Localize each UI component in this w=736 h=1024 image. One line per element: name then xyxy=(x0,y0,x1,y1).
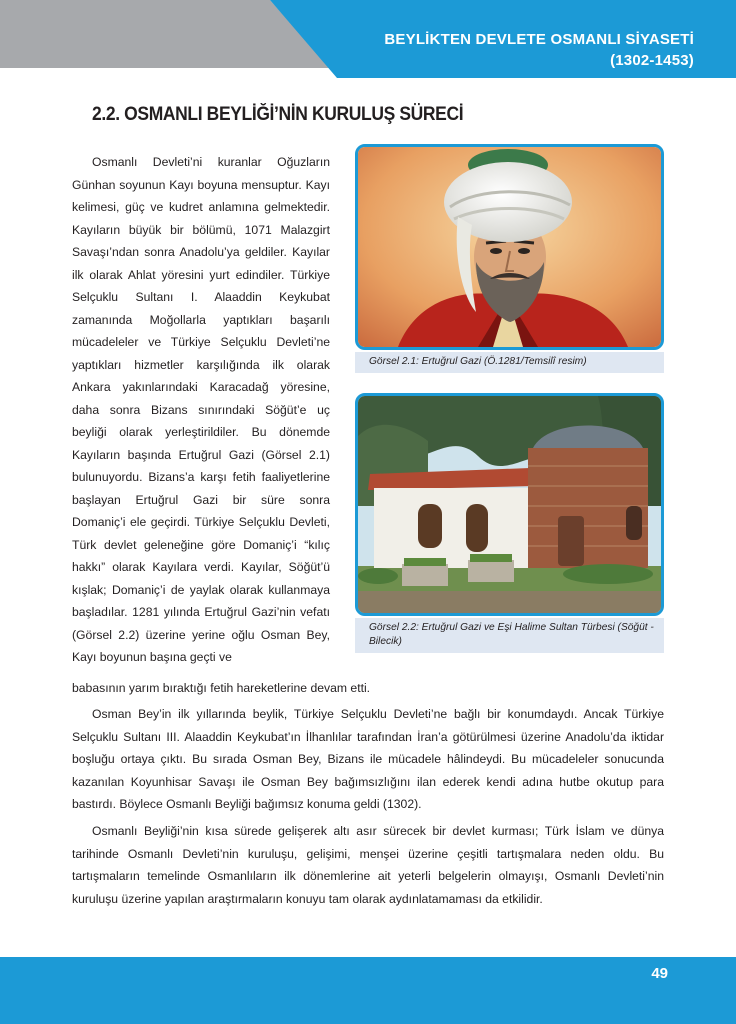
column-text xyxy=(72,151,330,669)
paragraph-2-block xyxy=(72,703,664,816)
page-number: 49 xyxy=(651,965,668,982)
paragraph: Osmanlı Beyliği’nin kısa sürede gelişerek altı asır sürecek bir devlet kurması; Türk İslam ve dünya tarihinde Osmanlı Devleti’nin kuruluşu, gelişimi, menşei üzerine çeşitli tartışmalara neden oldu. Bu tartışmaların temelinde Osmanlıların ilk dönemlerine ait yeterli belgelerin olmayışı, Osmanlı Devleti’nin kuruluşu üzerine yapılan araştırmaların konuyu tam olarak aydınlatamaması da etkilidir. xyxy=(72,824,664,906)
column-paragraph: Osmanlı Devleti’ni kuranlar Oğuzların Günhan soyunun Kayı boyuna mensuptur. Kayı kelimesi, güç ve kudret anlamına gelmektedir. Kayıların büyük bir bölümü, 1071 Malazgirt Savaşı’ndan sonra Anadolu’ya geldiler. Kayılar ilk olarak Ahlat yöresini yurt edindiler. Türkiye Selçuklu Sultanı I. Alaaddin Keykubat zamanında Moğollarla yaptıkları başarılı mücadeleler ve Türkiye Selçuklu Devleti’ne yaptıkları hizmetler karşılığında ilk olarak Ankara yakınlarındaki Karacadağ yöresine, daha sonra Bizans sınırındaki Söğüt’e uç beyliği olarak yerleştirildiler. Bu dönemde Kayıların başında Ertuğrul Gazi (Görsel 2.1) bulunuyordu. Bizans’a karşı fetih faaliyetlerine başlayan Ertuğrul Gazi bir süre sonra Domaniç’i ele geçirdi. Türkiye Selçuklu Devleti, Türk devlet geleneğine göre Domaniç’i “kılıç hakkı” olarak Kayılara verdi. Kayılar, Söğüt’ü kışlak; Domaniç’i de yaylak olarak kullanmaya başladılar. 1281 yılında Ertuğrul Gazi’nin vefatı (Görsel 2.2) üzerine yerine oğlu Osman Bey, Kayı boyunun başına geçti ve xyxy=(72,155,330,664)
footer-band xyxy=(0,957,736,1024)
paragraph-3-block xyxy=(72,820,664,910)
figure-tomb xyxy=(355,393,664,653)
figure-caption: Görsel 2.2: Ertuğrul Gazi ve Eşi Halime Sultan Türbesi (Söğüt - Bilecik) xyxy=(355,618,664,653)
figure-caption: Görsel 2.1: Ertuğrul Gazi (Ö.1281/Temsilî resim) xyxy=(355,352,664,373)
tomb-image xyxy=(355,393,664,616)
chapter-header xyxy=(384,29,694,71)
column-last-line: babasının yarım bıraktığı fetih hareketlerine devam etti. xyxy=(72,681,371,695)
chapter-date-range: (1302-1453) xyxy=(610,52,694,69)
figure-ertugrul-gazi xyxy=(355,144,664,373)
section-title: 2.2. OSMANLI BEYLİĞİ’NİN KURULUŞ SÜRECİ xyxy=(92,104,464,125)
portrait-image xyxy=(355,144,664,350)
chapter-title: BEYLİKTEN DEVLETE OSMANLI SİYASETİ xyxy=(384,31,694,48)
paragraph: Osman Bey’in ilk yıllarında beylik, Türkiye Selçuklu Devleti’ne bağlı bir konumdaydı. Ancak Türkiye Selçuklu Sultanı III. Alaaddin Keykubat’ın İlhanlılar tarafından İran’a götürülmesi üzerine Anadolu’da iktidar boşluğu ortaya çıktı. Bu sırada Osman Bey, Bizans ile mücadele hâlindeydi. Bu mücadeleler sonucunda kazanılan Koyunhisar Savaşı ile Osman Bey bağımsızlığını ilan ederek kendi adına hutbe okutup para bastırdı. Böylece Osmanlı Beyliği bağımsız konuma geldi (1302). xyxy=(72,707,664,811)
